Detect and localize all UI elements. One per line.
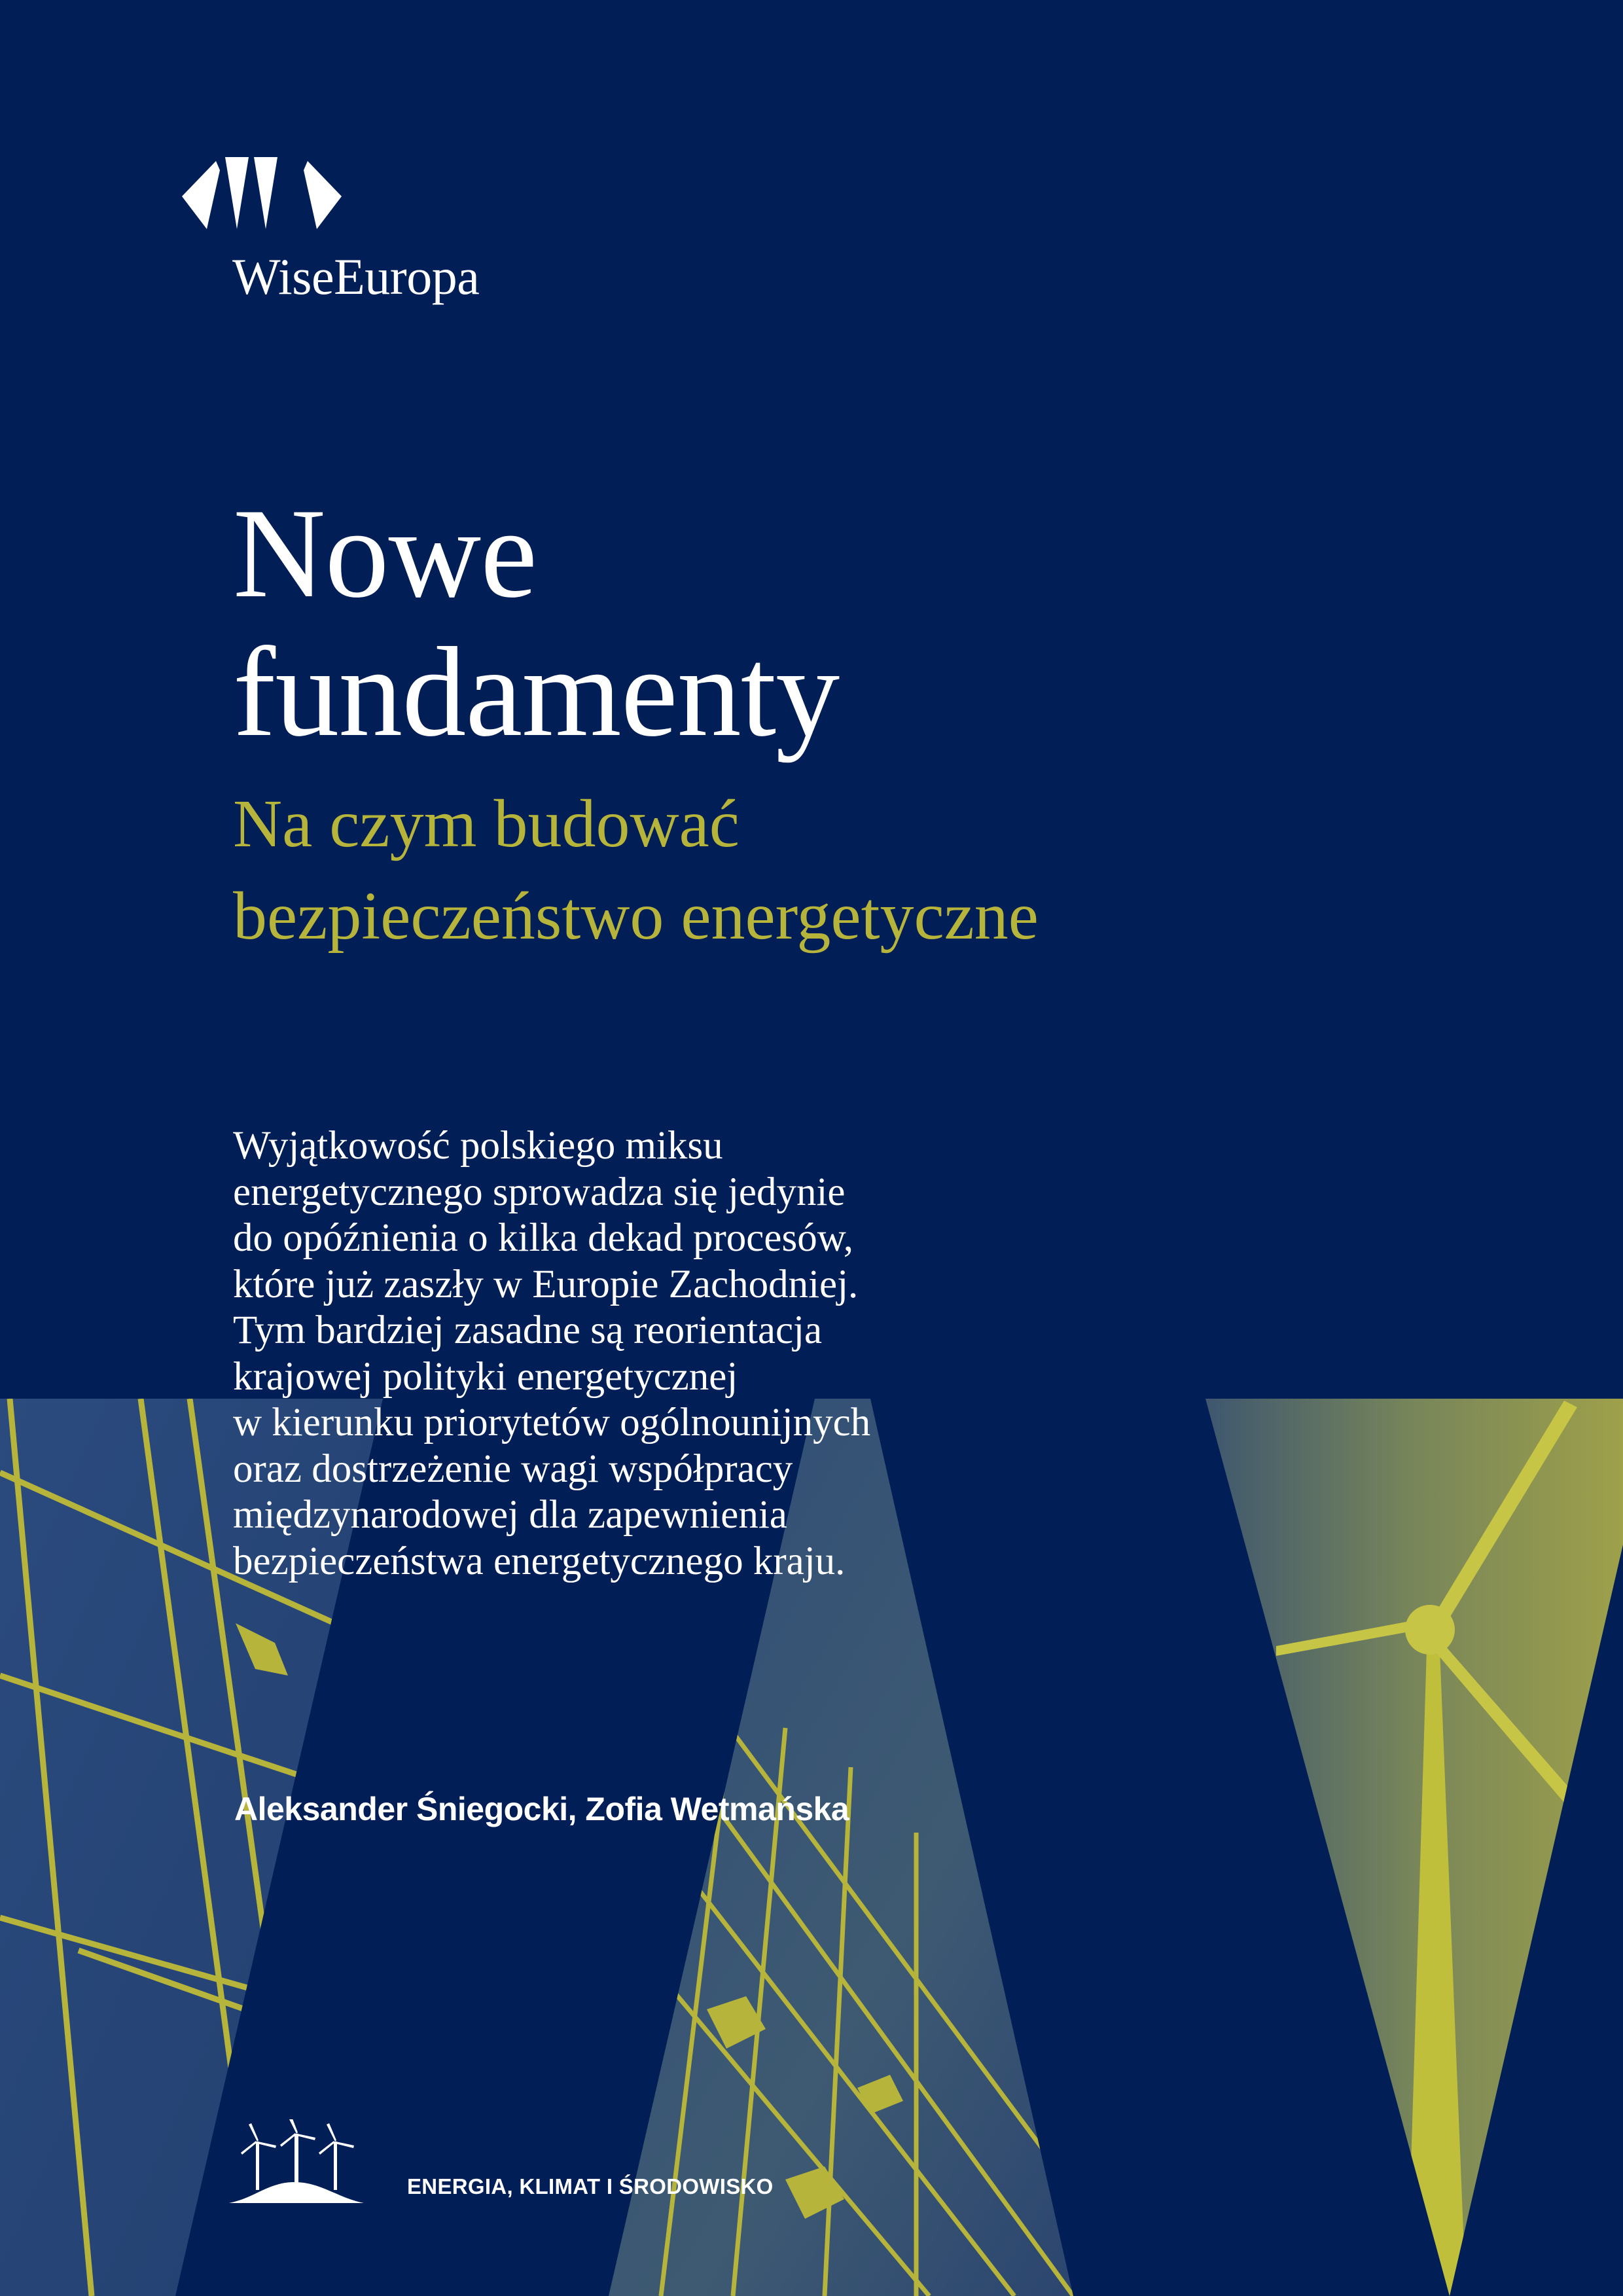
series-label: ENERGIA, KLIMAT I ŚRODOWISKO bbox=[407, 2174, 774, 2198]
wind-turbines-icon bbox=[229, 2119, 364, 2206]
authors: Aleksander Śniegocki, Zofia Wetmańska bbox=[234, 1791, 849, 1827]
wiseeuropa-logo-icon bbox=[182, 156, 346, 234]
cover-summary: Wyjątkowość polskiego miksu energetycznego sprowadza się jedynie do opóźnienia o kilka dekad procesów, które już zaszły w Europie Zachodniej. Tym bardziej zasadne są reorientacja krajowej polityki energetycznej w kierunku priorytetów ogólnounijnych oraz dostrzeżenie wagi współpracy międzynarodowej dla zapewnienia bezpieczeństwa energetycznego kraju. bbox=[233, 1124, 871, 1583]
title-line-2: fundamenty bbox=[233, 621, 840, 763]
subtitle-line-1: Na czym budować bbox=[233, 786, 740, 861]
publisher-name: WiseEuropa bbox=[232, 248, 480, 305]
subtitle-line-2: bezpieczeństwo energetyczne bbox=[233, 878, 1039, 954]
right-wind-turbine-triangle bbox=[1198, 1399, 1623, 2296]
report-title bbox=[233, 484, 839, 762]
report-subtitle bbox=[233, 778, 1039, 962]
title-line-1: Nowe bbox=[233, 482, 537, 624]
